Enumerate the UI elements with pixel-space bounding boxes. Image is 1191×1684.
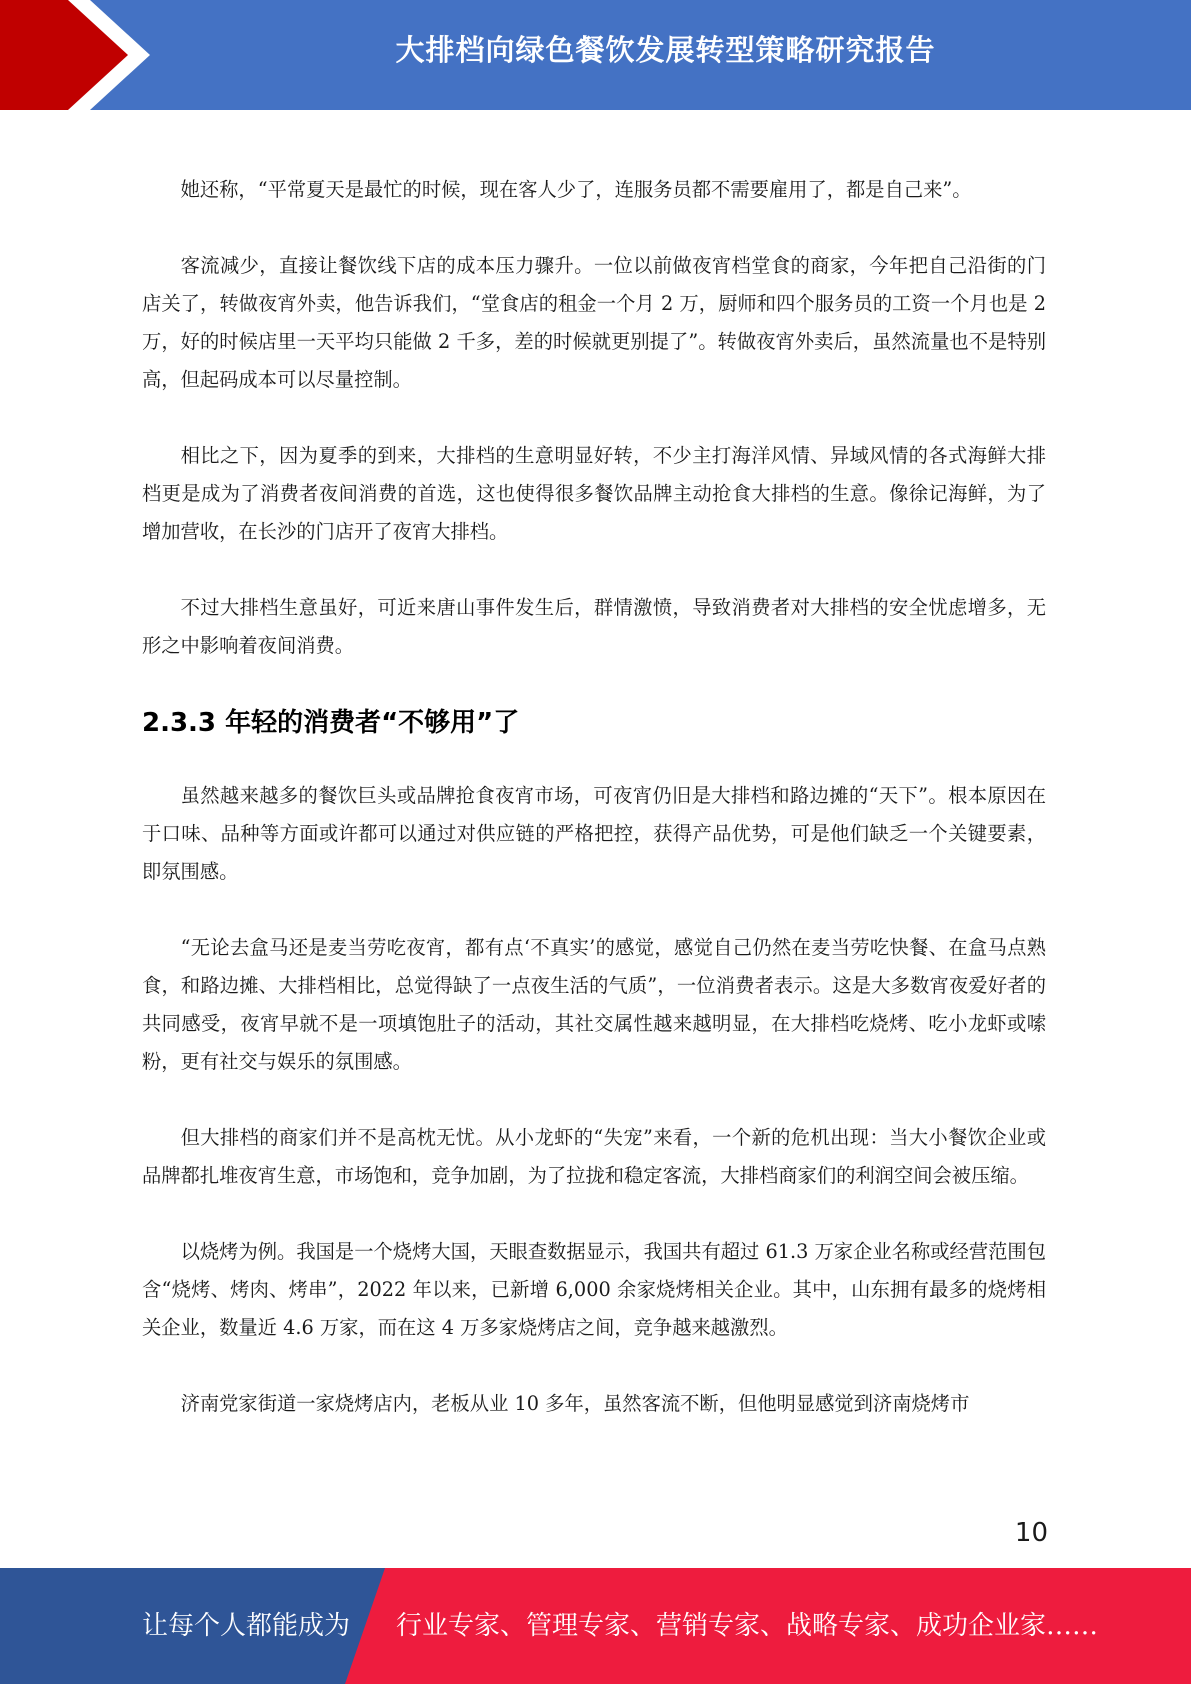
paragraph: 但大排档的商家们并不是高枕无忧。从小龙虾的“失宠”来看，一个新的危机出现：当大小餐饮企业或品牌都扎堆夜宵生意，市场饱和，竞争加剧，为了拉拢和稳定客流，大排档商家们的利润空间会被压缩。: [142, 1126, 1046, 1187]
footer-slogan-left: 让每个人都能成为: [142, 1611, 351, 1641]
paragraph: 客流减少，直接让餐饮线下店的成本压力骤升。一位以前做夜宵档堂食的商家，今年把自己沿街的门店关了，转做夜宵外卖，他告诉我们，“堂食店的租金一个月 2 万，厨师和四个服务员的工资一个月也是 2 万，好的时候店里一天平均只能做 2 千多，差的时候就更别提了”。转做夜宵外卖后，虽然流量也不是特别高，但起码成本可以尽量控制。: [142, 254, 1046, 391]
paragraph: 相比之下，因为夏季的到来，大排档的生意明显好转，不少主打海洋风情、异域风情的各式海鲜大排档更是成为了消费者夜间消费的首选，这也使得很多餐饮品牌主动抢食大排档的生意。像徐记海鲜，为了增加营收，在长沙的门店开了夜宵大排档。: [142, 444, 1046, 543]
paragraph: “无论去盒马还是麦当劳吃夜宵，都有点‘不真实’的感觉，感觉自己仍然在麦当劳吃快餐、在盒马点熟食，和路边摊、大排档相比，总觉得缺了一点夜生活的气质”，一位消费者表示。这是大多数宵夜爱好者的共同感受，夜宵早就不是一项填饱肚子的活动，其社交属性越来越明显，在大排档吃烧烤、吃小龙虾或嗦粉，更有社交与娱乐的氛围感。: [142, 936, 1046, 1073]
paragraph: 她还称，“平常夏天是最忙的时候，现在客人少了，连服务员都不需要雇用了，都是自己来”。: [180, 178, 972, 201]
section-heading: 2.3.3 年轻的消费者“不够用”了: [142, 708, 520, 738]
header-banner: [0, 0, 1191, 110]
paragraph: 济南党家街道一家烧烤店内，老板从业 10 多年，虽然客流不断，但他明显感觉到济南烧烤市: [180, 1392, 970, 1415]
chevron-arrow-icon: [0, 0, 150, 110]
footer-slogan-right: 行业专家、管理专家、营销专家、战略专家、成功企业家……: [396, 1611, 1099, 1641]
paragraph: 以烧烤为例。我国是一个烧烤大国，天眼查数据显示，我国共有超过 61.3 万家企业名称或经营范围包含“烧烤、烤肉、烤串”，2022 年以来，已新增 6,000 余家烧烤相关企业。其中，山东拥有最多的烧烤相关企业，数量近 4.6 万家，而在这 4 万多家烧烤店之间，竞争越来越激烈。: [142, 1240, 1046, 1339]
paragraph: 不过大排档生意虽好，可近来唐山事件发生后，群情激愤，导致消费者对大排档的安全忧虑增多，无形之中影响着夜间消费。: [142, 596, 1046, 657]
report-title: 大排档向绿色餐饮发展转型策略研究报告: [395, 33, 936, 67]
paragraph: 虽然越来越多的餐饮巨头或品牌抢食夜宵市场，可夜宵仍旧是大排档和路边摊的“天下”。根本原因在于口味、品种等方面或许都可以通过对供应链的严格把控，获得产品优势，可是他们缺乏一个关键要素，即氛围感。: [142, 784, 1046, 883]
page-number: 10: [1014, 1518, 1048, 1548]
footer-banner: [0, 1568, 1191, 1684]
document-body: [142, 171, 1046, 1461]
